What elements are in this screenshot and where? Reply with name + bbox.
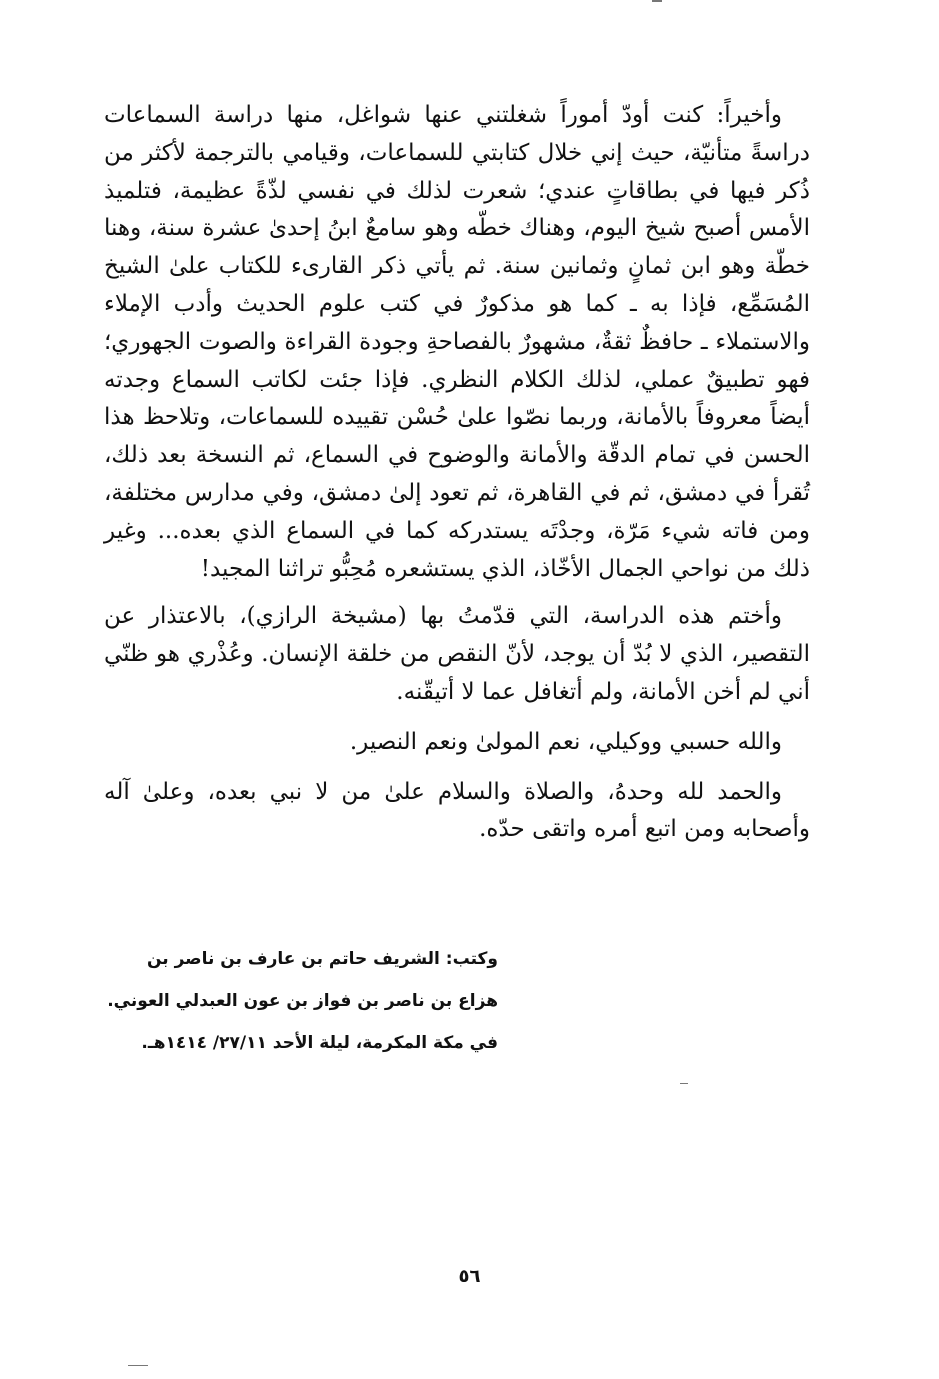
scan-speck xyxy=(652,0,662,2)
signature-line-3: في مكة المكرمة، ليلة الأحد ٢٧/١١/ ١٤١٤هـ. xyxy=(141,1033,498,1053)
paragraph-apology: وأختم هذه الدراسة، التي قدّمتُ بها (مشيخة الرازي)، بالاعتذار عن التقصير، الذي لا بُدّ أن يوجد، لأنّ النقص من خلقة الإنسان. وعُذْري هو ظنّي أني لم أخن الأمانة، ولم أتغافل عما لا أتيقّنه. xyxy=(104,603,811,705)
page-number: ٥٦ xyxy=(458,1266,481,1287)
signature-line-1: وكتب: الشريف حاتم بن عارف بن ناصر بن xyxy=(146,949,498,969)
scan-speck xyxy=(680,1083,688,1084)
author-signature xyxy=(98,938,498,1064)
paragraph-praise: والحمد لله وحدهُ، والصلاة والسلام علىٰ من لا نبي بعده، وعلىٰ آله وأصحابه ومن اتبع أمره واتقى حدّه. xyxy=(104,778,810,843)
paragraph-invocation: والله حسبي ووكيلي، نعم المولىٰ ونعم النصير. xyxy=(349,728,782,755)
signature-line-2: هزاع بن ناصر بن فواز بن عون العبدلي العوني. xyxy=(107,991,498,1011)
paragraph-conclusion: وأخيراً: كنت أودّ أموراً شغلتني عنها شواغل، منها دراسة السماعات دراسةً متأنيّة، حيث إني خلال كتابتي للسماعات، وقيامي بالترجمة لأكثر من ذُكر فيها في بطاقاتٍ عندي؛ شعرت لذلك في نفسي لذّةً عظيمة، فتلميذ الأمس أصبح شيخ اليوم، وهناك خطّه وهو سامعٌ ابنُ إحدىٰ عشرة سنة، وهنا خطّة وهو ابن ثمانٍ وثمانين سنة. ثم يأتي ذكر القارىء للكتاب علىٰ الشيخ المُسَمِّع، فإذا به ـ كما هو مذكورٌ في كتب علوم الحديث وأدب الإملاء والاستملاء ـ حافظٌ ثقةٌ، مشهورٌ بالفصاحةِ وجودة القراءة والصوت الجهوري؛ فهو تطبيقٌ عملي، لذلك الكلام النظري. فإذا جئت لكاتب السماع وجدته أيضاً معروفاً بالأمانة، وربما نصّوا علىٰ حُسْن تقييده للسماعات، وتلاحظ هذا الحسن في تمام الدقّة والأمانة والوضوح في السماع، ثم النسخة بعد ذلك، تُقرأ في دمشق، ثم في القاهرة، ثم تعود إلىٰ دمشق، وفي مدارس مختلفة، ومن فاته شيء مَرّة، وجدْتَه يستدركه كما في السماع الذي بعده... وغير ذلك من نواحي الجمال الأخّاذ، الذي يستشعره مُحِبُّو تراثنا المجيد! xyxy=(104,102,810,582)
body-text xyxy=(104,97,810,849)
scan-speck xyxy=(128,1365,148,1366)
